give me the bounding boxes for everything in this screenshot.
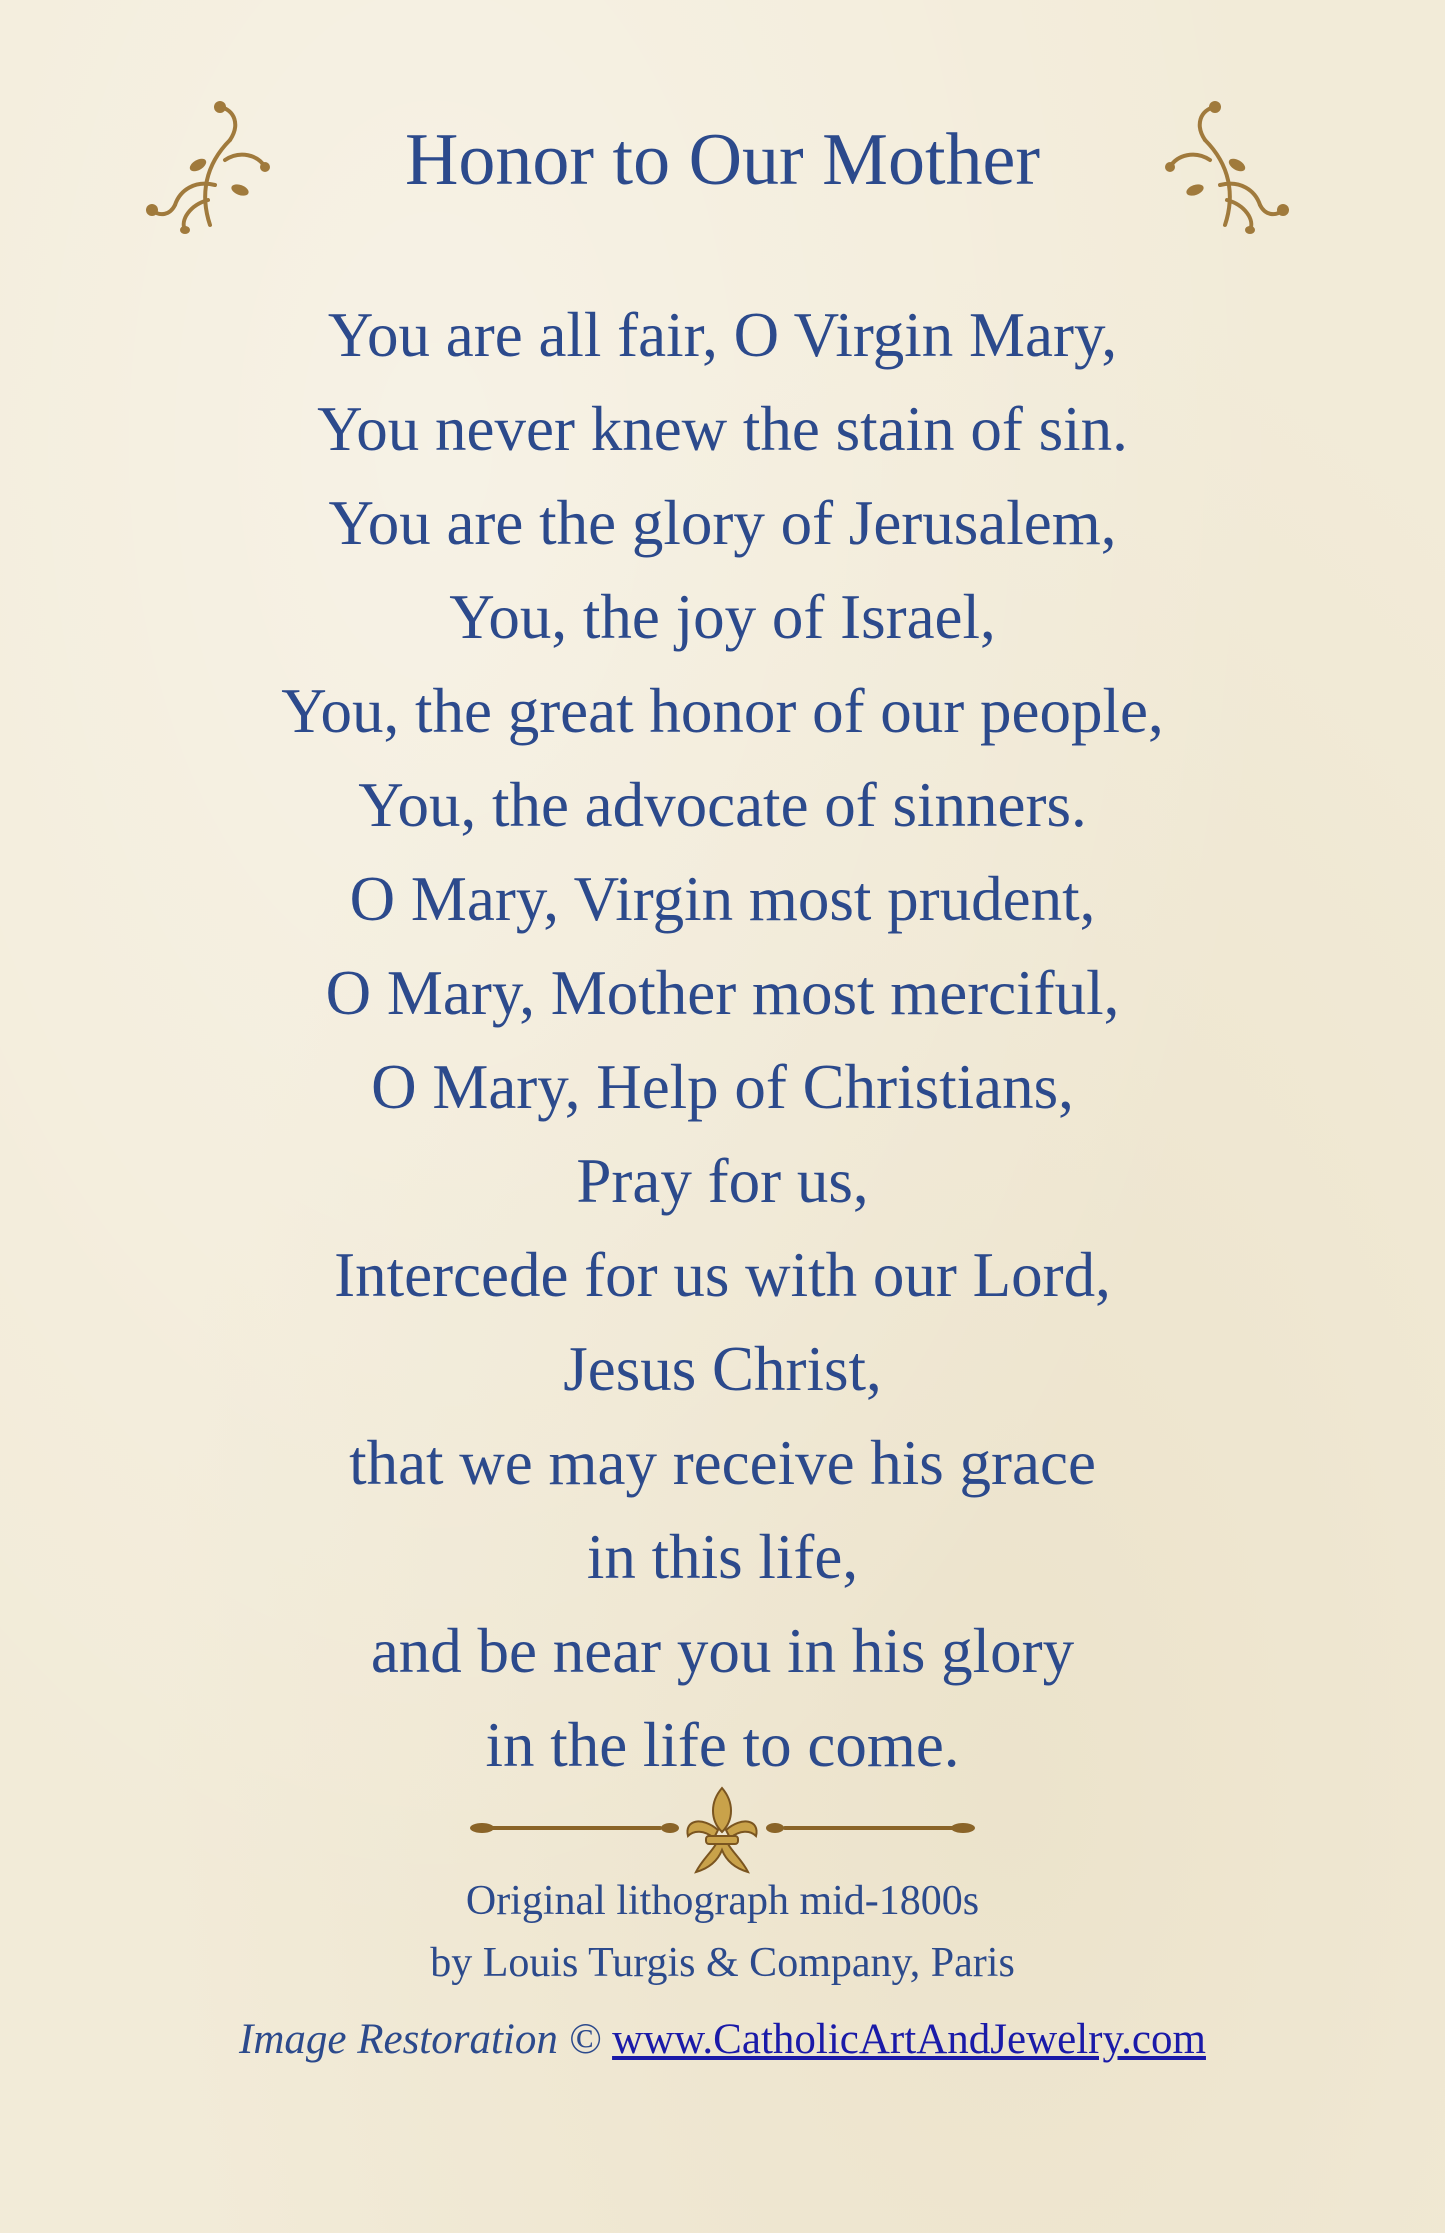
prayer-line: Intercede for us with our Lord, bbox=[334, 1240, 1111, 1310]
lithograph-credit bbox=[0, 1870, 1445, 1994]
title-row bbox=[0, 95, 1445, 235]
prayer-line: You are the glory of Jerusalem, bbox=[328, 488, 1117, 558]
prayer-line: O Mary, Virgin most prudent, bbox=[349, 864, 1096, 934]
prayer-line: You, the great honor of our people, bbox=[281, 676, 1164, 746]
credit-line: by Louis Turgis & Company, Paris bbox=[430, 1940, 1015, 1986]
credit-line: Original lithograph mid-1800s bbox=[465, 1878, 980, 1924]
restoration-label: Image Restoration © bbox=[239, 2016, 602, 2063]
website-link[interactable]: www.CatholicArtAndJewelry.com bbox=[612, 2016, 1206, 2063]
prayer-line: You, the advocate of sinners. bbox=[358, 770, 1087, 840]
prayer-line: that we may receive his grace bbox=[349, 1428, 1096, 1498]
prayer-line: and be near you in his glory bbox=[370, 1616, 1075, 1686]
page-title: Honor to Our Mother bbox=[404, 119, 1041, 201]
restoration-credit bbox=[0, 2010, 1445, 2070]
prayer-line: in the life to come. bbox=[485, 1710, 960, 1780]
prayer-line: Pray for us, bbox=[576, 1146, 869, 1216]
prayer-line: O Mary, Help of Christians, bbox=[371, 1052, 1074, 1122]
prayer-line: You never knew the stain of sin. bbox=[317, 394, 1128, 464]
floral-flourish-icon bbox=[1145, 95, 1295, 235]
prayer-text bbox=[0, 288, 1445, 1792]
prayer-line: Jesus Christ, bbox=[563, 1334, 882, 1404]
fleur-de-lis-icon bbox=[470, 1780, 975, 1880]
prayer-line: You, the joy of Israel, bbox=[449, 582, 996, 652]
prayer-line: O Mary, Mother most merciful, bbox=[325, 958, 1120, 1028]
prayer-line: in this life, bbox=[586, 1522, 859, 1592]
prayer-line: You are all fair, O Virgin Mary, bbox=[327, 300, 1118, 370]
